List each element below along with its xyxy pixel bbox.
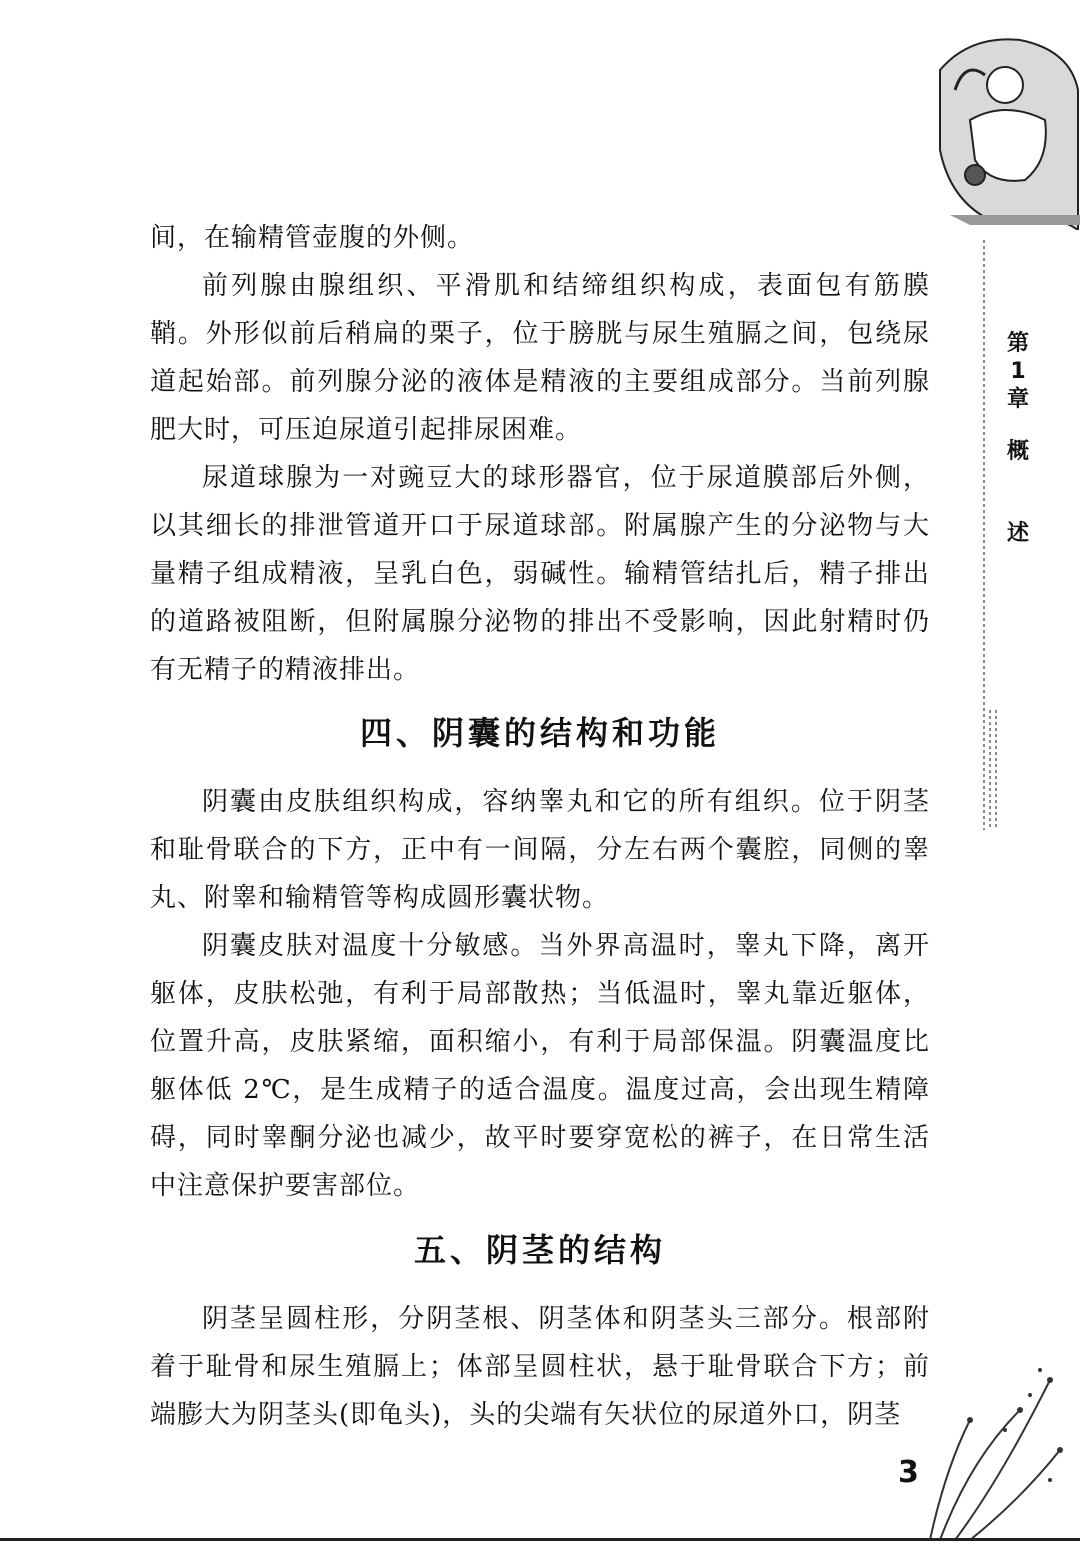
section-4-text-block	[150, 778, 930, 1210]
section-heading-5: 五、阴茎的结构	[413, 1231, 666, 1269]
top-text-block	[150, 214, 930, 694]
chapter-number: 1	[1010, 359, 1026, 384]
section-heading-4: 四、阴囊的结构和功能	[359, 714, 720, 752]
section-5-text-block	[150, 1295, 930, 1439]
chapter-title-char-1: 概	[1006, 439, 1029, 464]
muscleman-illustration-icon	[930, 30, 1080, 230]
paragraph: 阴囊皮肤对温度十分敏感。当外界高温时，睾丸下降，离开躯体，皮肤松弛，有利于局部散热；当低温时，睾丸靠近躯体，位置升高，皮肤紧缩，面积缩小，有利于局部保温。阴囊温度比躯体低 2℃，是生成精子的适合温度。温度过高，会出现生精障碍，同时睾酮分泌也减少，故平时要穿宽松的裤子，在日常生活中注意保护要害部位。	[150, 931, 930, 1201]
chapter-suffix: 章	[1006, 387, 1029, 412]
paragraph: 阴茎呈圆柱形，分阴茎根、阴茎体和阴茎头三部分。根部附着于耻骨和尿生殖膈上；体部呈圆柱状，悬于耻骨联合下方；前端膨大为阴茎头(即龟头)，头的尖端有矢状位的尿道外口，阴茎	[150, 1304, 930, 1430]
flower-sprig-decoration-icon	[900, 1350, 1070, 1540]
paragraph: 尿道球腺为一对豌豆大的球形器官，位于尿道膜部后外侧，以其细长的排泄管道开口于尿道球部。附属腺产生的分泌物与大量精子组成精液，呈乳白色，弱碱性。输精管结扎后，精子排出的道路被阻断，但附属腺分泌物的排出不受影响，因此射精时仍有无精子的精液排出。	[150, 463, 930, 685]
page-number: 3	[898, 1455, 919, 1490]
chapter-title-char-2: 述	[1006, 521, 1029, 546]
paragraph: 间，在输精管壶腹的外侧。	[150, 223, 475, 253]
chapter-tab	[992, 330, 1044, 548]
chapter-prefix: 第	[1006, 331, 1029, 356]
paragraph: 阴囊由皮肤组织构成，容纳睾丸和它的所有组织。位于阴茎和耻骨联合的下方，正中有一间隔，分左右两个囊腔，同侧的睾丸、附睾和输精管等构成圆形囊状物。	[150, 787, 930, 913]
paragraph: 前列腺由腺组织、平滑肌和结缔组织构成，表面包有筋膜鞘。外形似前后稍扁的栗子，位于膀胱与尿生殖膈之间，包绕尿道起始部。前列腺分泌的液体是精液的主要组成部分。当前列腺肥大时，可压迫尿道引起排尿困难。	[150, 271, 930, 445]
bottom-divider	[0, 1538, 1080, 1541]
